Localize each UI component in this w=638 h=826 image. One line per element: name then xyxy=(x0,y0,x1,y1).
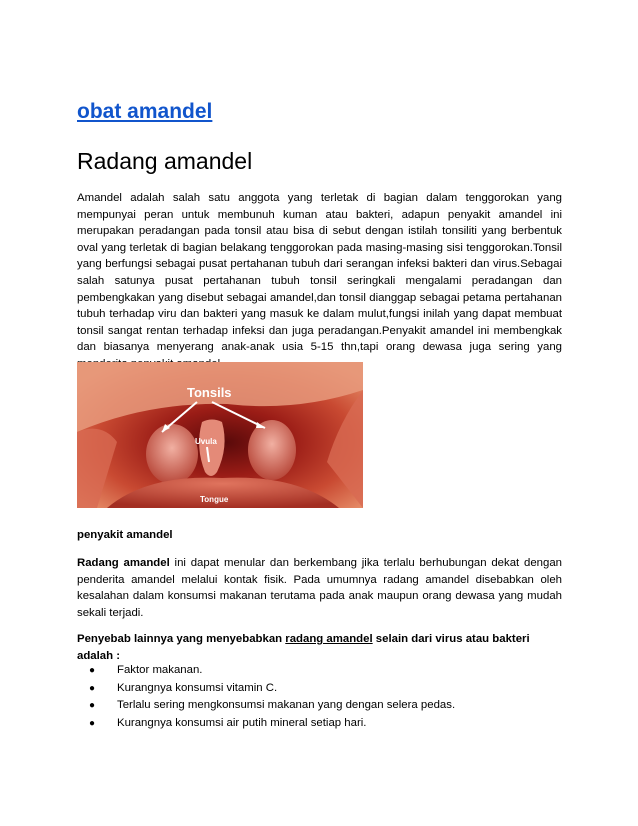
list-item-text: Terlalu sering mengkonsumsi makanan yang dengan selera pedas. xyxy=(117,699,456,711)
bullet-icon: ● xyxy=(89,682,96,694)
list-item-text: Kurangnya konsumsi vitamin C. xyxy=(117,681,278,694)
paragraph-bold-lead: Radang amandel xyxy=(77,557,170,569)
bullet-icon: ● xyxy=(89,665,96,676)
title-link[interactable]: obat amandel xyxy=(77,100,213,123)
label-uvula: Uvula xyxy=(195,437,217,446)
causes-intro-after: selain dari virus atau bakteri adalah : xyxy=(77,633,530,662)
radang-amandel-link[interactable]: radang amandel xyxy=(285,633,373,645)
contagion-paragraph xyxy=(77,555,562,621)
label-tonsils: Tonsils xyxy=(187,385,232,400)
bullet-icon: ● xyxy=(89,700,96,711)
page-heading: Radang amandel xyxy=(77,148,253,174)
list-item xyxy=(77,697,455,715)
paragraph-body: ini dapat menular dan berkembang jika terlalu berhubungan dekat dengan penderita amandel melalui kontak fisik. Pada umumnya radang amandel disebabkan oleh kesalahan dalam konsumsi makanan terutama pada anak maupun orang dewasa yang mudah sekali terjadi. xyxy=(77,557,562,619)
causes-intro-paragraph xyxy=(77,631,562,664)
list-item xyxy=(77,715,455,733)
bullet-icon: ● xyxy=(89,717,96,729)
tonsils-photo xyxy=(77,362,363,508)
label-tongue: Tongue xyxy=(200,495,229,504)
intro-paragraph: Amandel adalah salah satu anggota yang terletak di bagian dalam tenggorokan yang mempunyai peran untuk membunuh kuman atau bakteri, adapun penyakit amandel ini merupakan peradangan pada tonsil atau bisa di sebut dengan istilah tonsiliti yang berbentuk oval yang terletak di bagian belakang tenggorokan pada masing-masing sisi tenggorokan.Tonsil yang berfungsi sebagai pusat pertahanan tubuh dari serangan infeksi bakteri dan virus.Sebagai salah satunya pusat pertahanan tubuh tonsil seringkali mengalami peradangan dan pembengkakan yang disebut sebagai amandel,dan tonsil dianggap sebagai petama pertahanan tubuh terhadap viru dan bakteri yang masuk ke dalam mulut,fungsi inilah yang dapat membuat tonsil sangat rentan terhadap infeksi dan juga peradangan.Penyakit amandel ini membengkak dan biasanya menyerang anak-anak usia 5-15 thn,tapi orang dewasa juga sering yang xyxy=(77,192,562,354)
list-item-text: Kurangnya konsumsi air putih mineral setiap hari. xyxy=(117,716,367,729)
section-subheading: penyakit amandel xyxy=(77,529,173,541)
list-item-text: Faktor makanan. xyxy=(117,664,203,676)
causes-list xyxy=(77,662,455,732)
list-item xyxy=(77,680,455,698)
causes-intro-before: Penyebab lainnya yang menyebabkan xyxy=(77,633,286,645)
list-item xyxy=(77,662,455,680)
